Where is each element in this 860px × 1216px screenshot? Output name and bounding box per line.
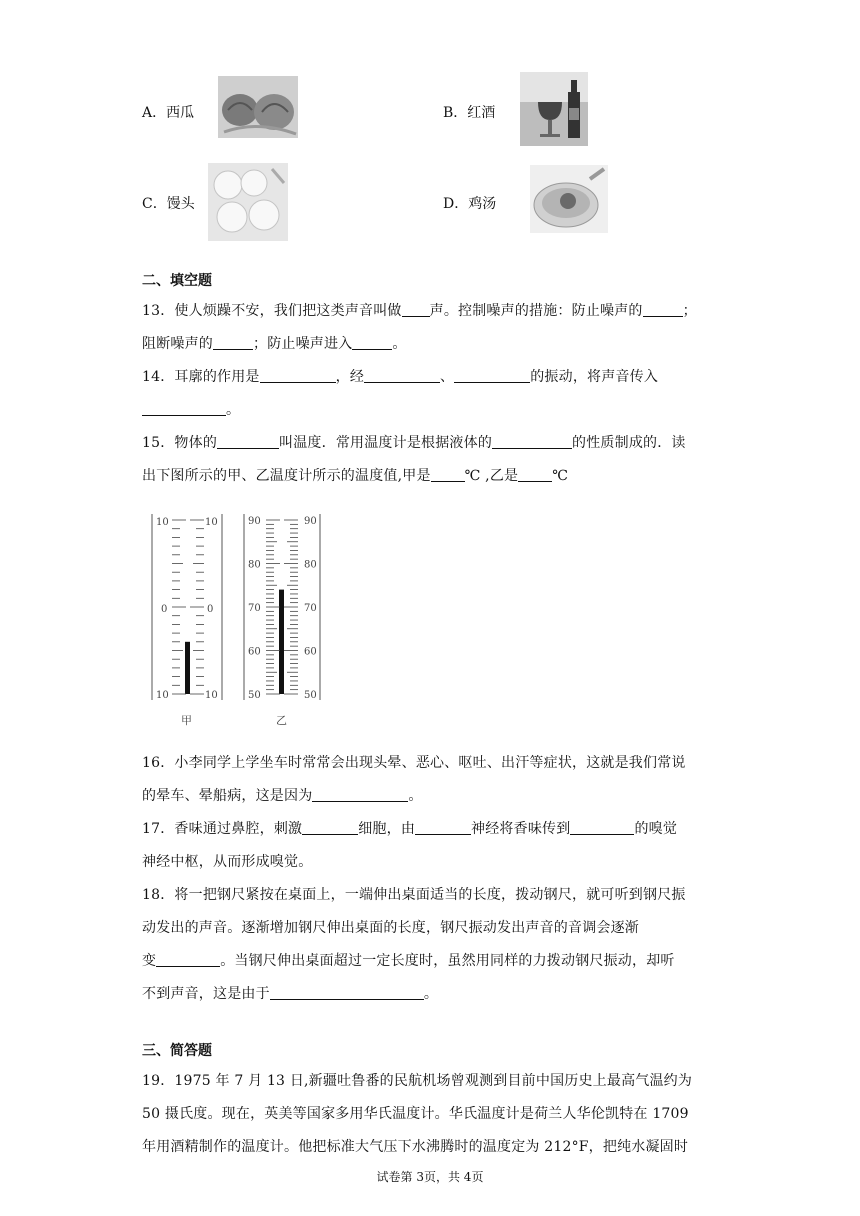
tick-label: 80 — [304, 559, 317, 571]
thermometer-yi-liquid-column — [279, 590, 284, 694]
option-c: C．馒头 — [142, 196, 195, 212]
q15-text: 的性质制成的．读 — [572, 435, 686, 451]
q15-text: 出下图所示的甲、乙温度计所示的温度值,甲是 — [142, 468, 431, 484]
tick-label: 60 — [304, 646, 317, 658]
question-13-line-2 — [142, 333, 407, 353]
tick-label: 80 — [248, 559, 261, 571]
thermometer-label: 乙 — [276, 714, 287, 727]
q13-text: 阻断噪声的 — [142, 336, 213, 352]
question-18-line-1: 18．将一把钢尺紧按在桌面上，一端伸出桌面适当的长度，拨动钢尺，就可听到钢尺振 — [142, 887, 686, 903]
option-a: A．西瓜 — [142, 105, 195, 121]
option-b: B．红酒 — [443, 105, 496, 121]
q14-text: 、 — [440, 369, 455, 385]
q14-text: 的振动，将声音传入 — [530, 369, 659, 385]
section-title-short-answer: 三、简答题 — [142, 1043, 212, 1059]
steamed-buns-photo-icon — [208, 163, 288, 241]
thermometer-yi — [244, 514, 320, 727]
answer-blank — [302, 820, 358, 835]
q15-text: ℃ — [552, 468, 569, 484]
chicken-soup-photo-icon — [530, 165, 608, 233]
q17-text: 神经将香味传到 — [471, 821, 571, 837]
answer-blank — [454, 368, 530, 383]
q15-text: ℃ ,乙是 — [464, 468, 519, 484]
answer-blank — [352, 335, 392, 350]
question-19-line-3: 年用酒精制作的温度计。他把标准大气压下水沸腾时的温度定为 212°F，把纯水凝固时 — [142, 1139, 689, 1155]
tick-label: 50 — [304, 690, 317, 701]
q18-text: 变 — [142, 953, 157, 969]
q13-text: ；防止噪声进入 — [253, 336, 353, 352]
question-13-line-1 — [142, 300, 697, 320]
tick-label: 0 — [161, 604, 168, 615]
q17-text: 的嗅觉 — [634, 821, 678, 837]
thermometers-figure — [148, 512, 338, 732]
q13-text: 13．使人烦躁不安，我们把这类声音叫做 — [142, 303, 402, 319]
tick-label: 70 — [248, 603, 261, 614]
question-19-line-2: 50 摄氏度。现在，英美等国家多用华氏温度计。华氏温度计是荷兰人华伦凯特在 1709 — [142, 1106, 689, 1122]
answer-blank — [492, 434, 572, 449]
answer-blank — [156, 952, 220, 967]
thermometer-label: 甲 — [181, 714, 192, 727]
section-title-fill-in: 二、填空题 — [142, 273, 212, 289]
q13-text: 声。控制噪声的措施：防止噪声的 — [429, 303, 643, 319]
question-18-line-3 — [142, 950, 675, 970]
tick-label: 50 — [248, 690, 261, 701]
q15-text: 叫温度．常用温度计是根据液体的 — [279, 435, 493, 451]
question-19-line-1: 19．1975 年 7 月 13 日,新疆吐鲁番的民航机场曾观测到目前中国历史上最高气温约为 — [142, 1073, 693, 1089]
q14-text: ，经 — [335, 369, 365, 385]
q17-text: 细胞，由 — [358, 821, 416, 837]
tick-label: 10 — [156, 690, 169, 701]
answer-blank — [570, 820, 634, 835]
question-14-line-2 — [142, 399, 240, 419]
tick-label: 70 — [304, 603, 317, 614]
tick-label: 0 — [207, 604, 214, 615]
question-15-line-1 — [142, 432, 686, 452]
q14-text: 。 — [226, 402, 241, 418]
watermelon-photo-icon — [218, 76, 298, 138]
answer-blank — [415, 820, 471, 835]
q16-text: 。 — [408, 788, 423, 804]
q14-text: 14．耳廓的作用是 — [142, 369, 260, 385]
q13-text: ； — [682, 303, 697, 319]
question-17-line-2: 神经中枢，从而形成嗅觉。 — [142, 854, 313, 870]
question-16-line-1: 16．小李同学上学坐车时常常会出现头晕、恶心、呕吐、出汗等症状，这就是我们常说 — [142, 755, 686, 771]
answer-blank — [431, 467, 465, 482]
tick-label: 60 — [248, 646, 261, 658]
answer-blank — [142, 401, 226, 416]
answer-blank — [213, 335, 253, 350]
tick-label: 10 — [205, 690, 218, 701]
tick-label: 90 — [304, 516, 317, 527]
q17-text: 17．香味通过鼻腔，刺激 — [142, 821, 303, 837]
question-15-line-2 — [142, 465, 568, 485]
question-18-line-4 — [142, 983, 438, 1003]
answer-blank — [364, 368, 440, 383]
red-wine-photo-icon — [520, 72, 588, 146]
question-14-line-1 — [142, 366, 658, 386]
thermometer-jia — [152, 514, 222, 727]
answer-blank — [270, 985, 424, 1000]
q18-text: 。当钢尺伸出桌面超过一定长度时，虽然用同样的力拨动钢尺振动，却听 — [220, 953, 675, 969]
page-footer: 试卷第 3页，共 4页 — [376, 1170, 484, 1184]
question-16-line-2 — [142, 785, 423, 805]
answer-blank — [217, 434, 279, 449]
q18-text: 。 — [423, 986, 439, 1002]
tick-label: 10 — [156, 517, 169, 528]
answer-blank — [518, 467, 552, 482]
question-17-line-1 — [142, 818, 677, 838]
answer-blank — [402, 302, 430, 317]
thermometer-jia-liquid-column — [185, 642, 190, 694]
tick-label: 90 — [248, 516, 261, 527]
tick-label: 10 — [205, 517, 218, 528]
answer-blank — [312, 787, 408, 802]
q16-text: 的晕车、晕船病，这是因为 — [142, 788, 313, 804]
q18-text: 不到声音，这是由于 — [142, 986, 270, 1002]
question-18-line-2: 动发出的声音。逐渐增加钢尺伸出桌面的长度，钢尺振动发出声音的音调会逐渐 — [142, 920, 639, 936]
q13-text: 。 — [392, 336, 407, 352]
answer-blank — [643, 302, 683, 317]
answer-blank — [260, 368, 336, 383]
option-d: D．鸡汤 — [443, 196, 497, 212]
q15-text: 15．物体的 — [142, 435, 218, 451]
